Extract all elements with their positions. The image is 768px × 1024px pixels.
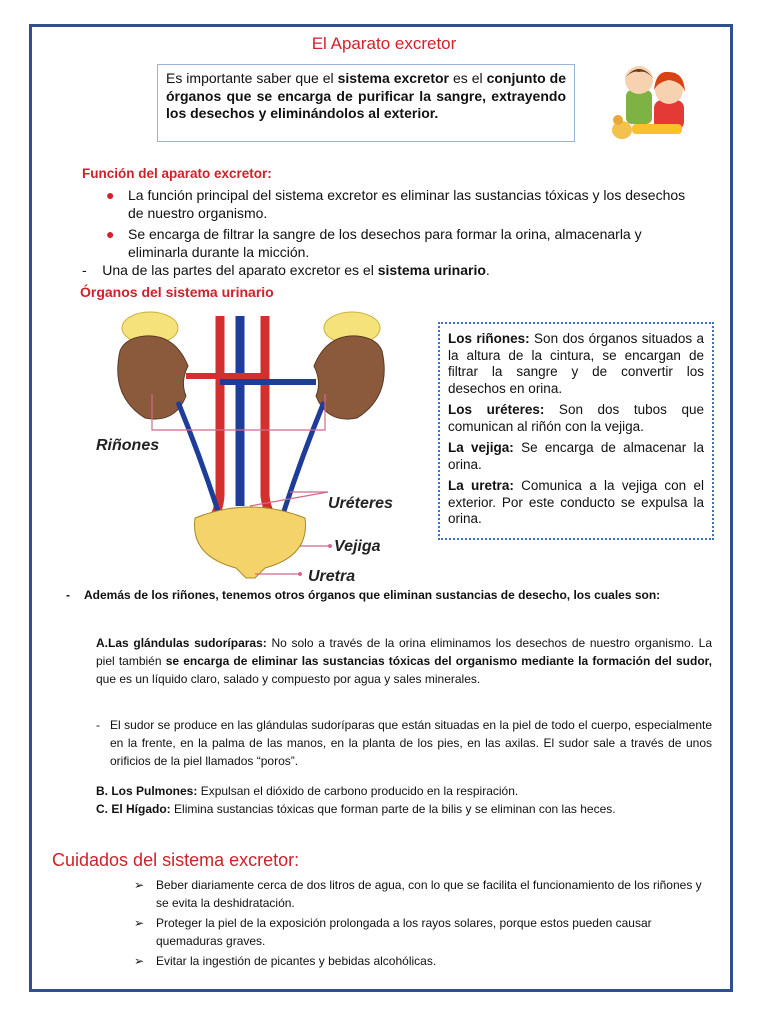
arrow-icon: ➢ <box>134 954 145 968</box>
definition-vejiga <box>448 440 704 473</box>
item-text: Expulsan el dióxido de carbono producido en la respiración. <box>197 784 519 798</box>
item-term: El Hígado: <box>111 802 171 816</box>
item-text-2: que es un líquido claro, salado y compuesto por agua y sales minerales. <box>96 672 481 686</box>
organos-heading: Órganos del sistema urinario <box>80 284 274 300</box>
item-label: B. <box>96 784 108 798</box>
def-text: Se encarga de almacenar la orina. <box>448 440 704 472</box>
item-term: Las glándulas sudoríparas: <box>108 636 267 650</box>
organ-definitions-box <box>438 322 714 540</box>
label-vejiga: Vejiga <box>334 538 381 555</box>
pulmones-higado <box>96 782 712 818</box>
glandulas-item <box>96 634 712 688</box>
intro-bold-2: conjunto de órganos que se encarga de purificar la sangre, extrayendo los desechos y eliminándolos al exterior. <box>166 70 566 121</box>
item-label: A. <box>96 636 108 650</box>
care-text: Beber diariamente cerca de dos litros de agua, con lo que se facilita el funcionamiento de los riñones y se evita la deshidratación. <box>156 878 702 910</box>
def-text: Son dos órganos situados a la altura de la cintura, se encargan de filtrar la sangre y de convertir los desechos en orina. <box>448 331 704 396</box>
dash-marker: - <box>96 718 100 732</box>
list-item <box>104 225 704 261</box>
bullet-icon: ● <box>106 226 115 242</box>
def-term: Los riñones: <box>448 331 530 346</box>
item-label: C. <box>96 802 108 816</box>
intro-text-2: es el <box>448 70 487 86</box>
cuidados-list <box>134 876 712 972</box>
glandulas-body <box>96 634 712 688</box>
def-text: Comunica a la vejiga con el exterior. Por este conducto se expulsa la orina. <box>448 478 704 526</box>
urinary-system-diagram <box>90 306 430 590</box>
bullet-icon: ● <box>106 187 115 203</box>
dash-marker: - <box>66 588 70 602</box>
intro-bold-1: sistema excretor <box>337 70 449 86</box>
list-item <box>104 186 704 222</box>
funcion-bullets <box>104 186 704 264</box>
def-text: Son dos tubos que comunican al riñón con la vejiga. <box>448 402 704 434</box>
care-text: Proteger la piel de la exposición prolongada a los rayos solares, porque estos pueden causar quemaduras graves. <box>156 916 652 948</box>
page-title: El Aparato excretor <box>311 34 457 53</box>
otros-text: Además de los riñones, tenemos otros órganos que eliminan sustancias de desecho, los cuales son: <box>84 588 661 602</box>
sudor-paragraph <box>96 716 712 770</box>
sudor-text: El sudor se produce en las glándulas sudoríparas que están situadas en la piel de todo el cuerpo, especialmente en la frente, en la palma de las manos, en la planta de los pies, en las axilas. El sudor sale a través de unos orificios de la piel llamados “poros”. <box>110 718 712 768</box>
dash-end: . <box>485 262 490 278</box>
arrow-icon: ➢ <box>134 916 145 930</box>
label-uretra: Uretra <box>308 568 356 585</box>
bullet-text: La función principal del sistema excretor es eliminar las sustancias tóxicas y los desechos de nuestro organismo. <box>128 187 686 221</box>
def-term: La vejiga: <box>448 440 514 455</box>
list-item <box>134 876 712 912</box>
def-term: Los uréteres: <box>448 402 545 417</box>
pulmones-item <box>96 782 712 800</box>
label-ureteres: Uréteres <box>328 495 393 512</box>
definition-ureteres <box>448 402 704 435</box>
sistema-urinario-line <box>82 262 490 278</box>
list-item <box>134 952 712 970</box>
item-text: Elimina sustancias tóxicas que forman parte de la bilis y se eliminan con las heces. <box>170 802 616 816</box>
children-illustration <box>596 60 696 142</box>
definition-rinones <box>448 331 704 397</box>
item-bold: se encarga de eliminar las sustancias tóxicas del organismo mediante la formación del sudor, <box>165 654 712 668</box>
item-term: Los Pulmones: <box>111 784 198 798</box>
item-text-1: No solo a través de la orina eliminamos los desechos de nuestro organismo. La piel también <box>96 636 712 668</box>
intro-text-1: Es importante saber que el <box>166 70 338 86</box>
otros-organos-intro <box>66 586 712 604</box>
definition-uretra <box>448 478 704 528</box>
dash-bold: sistema urinario <box>377 262 486 278</box>
bullet-text: Se encarga de filtrar la sangre de los desechos para formar la orina, almacenarla y eliminarla durante la micción. <box>128 226 642 260</box>
arrow-icon: ➢ <box>134 878 145 892</box>
intro-box <box>157 64 575 142</box>
dash-text: Una de las partes del aparato excretor es el <box>102 262 378 278</box>
dash-marker: - <box>82 262 87 278</box>
funcion-heading: Función del aparato excretor: <box>82 166 272 181</box>
higado-item <box>96 800 712 818</box>
label-rinones: Riñones <box>96 437 160 454</box>
list-item <box>134 914 712 950</box>
cuidados-heading: Cuidados del sistema excretor: <box>52 850 300 870</box>
care-text: Evitar la ingestión de picantes y bebidas alcohólicas. <box>156 954 437 968</box>
def-term: La uretra: <box>448 478 514 493</box>
